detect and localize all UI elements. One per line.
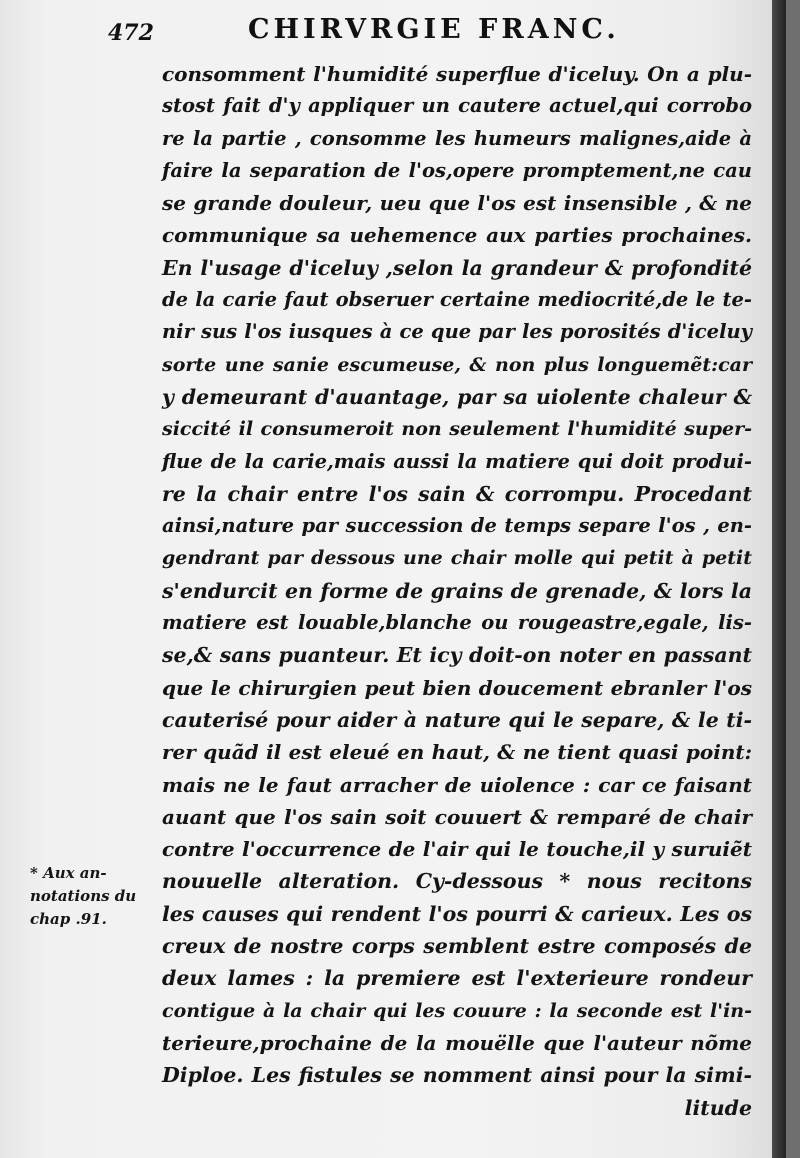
marginal-note-line: chap .91. [30,910,107,928]
text-line: y demeurant d'auantage, par sa uiolente chaleur & [162,384,752,409]
text-line: auant que l'os sain soit couuert & remparé de chair [162,804,752,829]
text-line: gendrant par dessous une chair molle qui petit à petit [162,547,752,570]
text-line: re la partie , consomme les humeurs malignes,aide à [162,126,752,150]
text-line: stost fait d'y appliquer un cautere actuel,qui corrobo [162,94,752,118]
text-line: que le chirurgien peut bien doucement ebranler l'os [162,675,752,700]
text-line: les causes qui rendent l'os pourri & carieux. Les os [162,901,752,926]
text-line: nir sus l'os iusques à ce que par les porosités d'iceluy [162,320,752,344]
page-number: 472 [108,20,154,46]
text-line: sorte une sanie escumeuse, & non plus longuemẽt:car [162,353,752,376]
marginal-note-line: * Aux an- [30,864,107,882]
text-line: communique sa uehemence aux parties prochaines. [162,223,752,248]
text-line: contigue à la chair qui les couure : la seconde est l'in- [162,999,752,1022]
text-line: se grande douleur, ueu que l'os est insensible , & ne [162,191,752,216]
page-header [108,14,748,48]
text-line: En l'usage d'iceluy ,selon la grandeur & profondité [162,255,752,280]
text-line: de la carie faut obseruer certaine mediocrité,de le te- [162,288,752,312]
text-line: consomment l'humidité superflue d'iceluy. On a plu- [162,62,752,86]
text-line: matiere est louable,blanche ou rougeastre,egale, lis- [162,611,752,635]
text-line: Diploe. Les fistules se nomment ainsi pour la simi- [162,1063,752,1088]
text-line: mais ne le faut arracher de uiolence : car ce faisant [162,772,752,797]
marginal-note-line: notations du [30,887,137,905]
text-line: rer quãd il est eleué en haut, & ne tient quasi point: [162,740,752,765]
text-line: terieure,prochaine de la mouëlle que l'auteur nõme [162,1030,752,1055]
text-line: siccité il consumeroit non seulement l'humidité super- [162,418,752,441]
body-text [162,58,752,1124]
text-line: se,& sans puanteur. Et icy doit-on noter en passant [162,643,752,668]
catchword: litude [684,1095,752,1120]
text-line: flue de la carie,mais aussi la matiere qui doit produi- [162,449,752,473]
text-line: deux lames : la premiere est l'exterieure rondeur [162,966,752,991]
text-line: nouuelle alteration. Cy-dessous * nous recitons [162,869,752,894]
running-title: CHIRVRGIE FRANC. [248,14,620,45]
text-line: creux de nostre corps semblent estre composés de [162,934,752,959]
text-line: contre l'occurrence de l'air qui le touche,il y suruiẽt [162,837,752,862]
text-line: s'endurcit en forme de grains de grenade, & lors la [162,578,752,603]
text-line: faire la separation de l'os,opere promptement,ne cau [162,158,752,182]
text-line: re la chair entre l'os sain & corrompu. Procedant [162,481,752,506]
marginal-note [30,862,155,931]
text-line: ainsi,nature par succession de temps separe l'os , en- [162,514,752,538]
binding-gutter [772,0,786,1158]
text-line: cauterisé pour aider à nature qui le separe, & le ti- [162,707,752,732]
